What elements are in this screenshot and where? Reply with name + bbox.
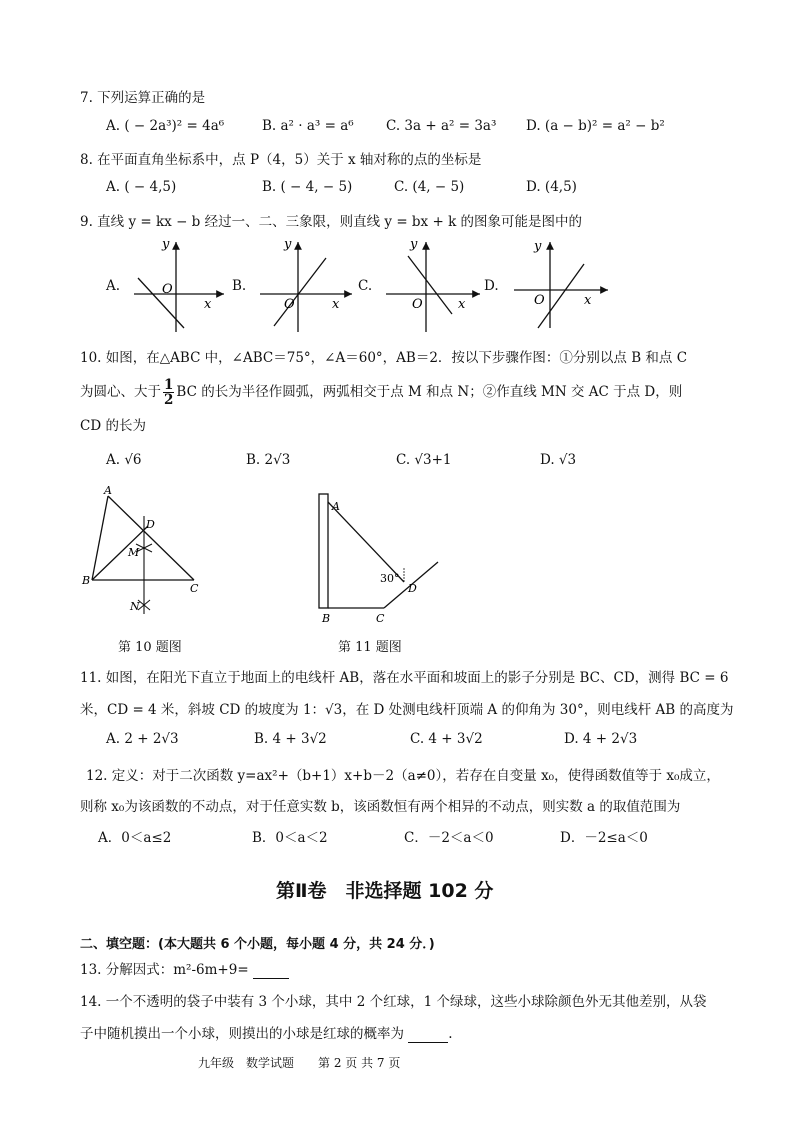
q7-option-d: D. (a − b)² = a² − b²: [526, 118, 665, 134]
q12-option-a: A．0＜a≤2: [98, 830, 172, 846]
q10-label-a: A: [104, 484, 112, 497]
section2-title: 第Ⅱ卷 非选择题 102 分: [276, 880, 494, 902]
q9-graph-a: [124, 236, 234, 334]
q11-line2: 米，CD = 4 米，斜坡 CD 的坡度为 1：√3，在 D 处测电线杆顶端 A 的仰角为 30°，则电线杆 AB 的高度为: [80, 702, 734, 718]
q14-end: .: [448, 1026, 453, 1042]
q9d-x-label: x: [584, 293, 592, 308]
q9-option-c: C.: [358, 278, 373, 294]
q11-label-d: D: [408, 582, 417, 595]
q12-line1: 12. 定义：对于二次函数 y=ax²+（b+1）x+b－2（a≠0），若存在自变量 x₀，使得函数值等于 x₀成立，: [86, 768, 720, 784]
q10-option-c: C. √3+1: [396, 452, 452, 468]
q10-line2: [80, 378, 682, 407]
q13-answer-blank[interactable]: [253, 962, 289, 979]
q10-label-n: N: [130, 600, 140, 613]
q10-option-a: A. √6: [106, 452, 142, 468]
q9-stem: 9. 直线 y = kx − b 经过一、二、三象限，则直线 y = bx + k 的图象可能是图中的: [80, 214, 583, 230]
q11-figure: [308, 488, 448, 628]
q10-label-b: B: [82, 574, 91, 587]
q11-label-c: C: [376, 612, 385, 625]
q10-option-b: B. 2√3: [246, 452, 291, 468]
q9-graph-c: [380, 236, 490, 334]
q9d-y-label: y: [534, 239, 542, 254]
q11-option-a: A. 2 + 2√3: [106, 731, 179, 747]
q10-label-m: M: [128, 546, 140, 559]
q14-line2: [80, 1022, 453, 1043]
q11-label-a: A: [332, 500, 340, 513]
q10-line2-post: BC 的长为半径作圆弧，两弧相交于点 M 和点 N；②作直线 MN 交 AC 于点 D，则: [176, 384, 683, 400]
q9b-y-label: y: [284, 237, 292, 252]
q12-option-c: C．－2＜a＜0: [404, 830, 494, 846]
q10-fraction-denominator: 2: [164, 392, 174, 408]
q10-option-d: D. √3: [540, 452, 577, 468]
q13: [80, 958, 289, 979]
q11-option-d: D. 4 + 2√3: [564, 731, 638, 747]
q11-line1: 11. 如图，在阳光下直立于地面上的电线杆 AB，落在水平面和坡面上的影子分别是 BC、CD，测得 BC = 6: [80, 670, 729, 686]
q9d-origin: O: [534, 293, 545, 308]
q7-option-c: C. 3a + a² = 3a³: [386, 118, 497, 134]
q9c-y-label: y: [410, 237, 418, 252]
q10-label-d: D: [146, 518, 155, 531]
q9-option-a: A.: [106, 278, 121, 294]
q9c-origin: O: [412, 297, 423, 312]
q12-line2: 则称 x₀为该函数的不动点，对于任意实数 b，该函数恒有两个相异的不动点，则实数 a 的取值范围为: [80, 799, 681, 815]
q9-graph-b: [252, 236, 362, 334]
q11-option-c: C. 4 + 3√2: [410, 731, 483, 747]
q14-line2-text: 子中随机摸出一个小球，则摸出的小球是红球的概率为: [80, 1026, 404, 1042]
q10-line1: 10. 如图，在△ABC 中，∠ABC＝75°，∠A＝60°，AB＝2．按以下步骤作图：①分别以点 B 和点 C: [80, 350, 688, 366]
q7-option-b: B. a² · a³ = a⁶: [262, 118, 354, 134]
section2-heading: 二、填空题：(本大题共 6 个小题，每小题 4 分，共 24 分．): [80, 937, 435, 952]
q12-option-b: B．0＜a＜2: [252, 830, 328, 846]
q10-figure: [80, 484, 210, 624]
q10-fraction: [163, 378, 174, 407]
q10-label-c: C: [190, 582, 199, 595]
q8-option-a: A. ( − 4,5): [106, 179, 177, 195]
q12-option-d: D．－2≤a＜0: [560, 830, 648, 846]
q9a-x-label: x: [204, 297, 212, 312]
q9a-origin: O: [162, 282, 173, 297]
q11-label-angle: 30°: [380, 572, 400, 585]
q11-caption: 第 11 题图: [338, 640, 402, 655]
q11-label-b: B: [322, 612, 331, 625]
q10-fraction-numerator: 1: [164, 377, 174, 393]
q10-line3: CD 的长为: [80, 418, 146, 434]
q8-stem: 8. 在平面直角坐标系中，点 P（4，5）关于 x 轴对称的点的坐标是: [80, 152, 482, 168]
q11-option-b: B. 4 + 3√2: [254, 731, 327, 747]
q9-option-d: D.: [484, 278, 499, 294]
q8-option-b: B. ( − 4, − 5): [262, 179, 353, 195]
q9-graph-d: [508, 236, 618, 334]
q9b-origin: O: [284, 297, 295, 312]
q9a-y-label: y: [162, 237, 170, 252]
q8-option-c: C. (4, − 5): [394, 179, 465, 195]
q7-option-a: A. ( − 2a³)² = 4a⁶: [106, 118, 225, 134]
q8-option-d: D. (4,5): [526, 179, 577, 195]
q9-option-b: B.: [232, 278, 247, 294]
q9c-x-label: x: [458, 297, 466, 312]
q14-line1: 14. 一个不透明的袋子中装有 3 个小球，其中 2 个红球，1 个绿球，这些小球除颜色外无其他差别，从袋: [80, 994, 707, 1010]
q14-answer-blank[interactable]: [408, 1026, 448, 1043]
q10-line2-pre: 为圆心、大于: [80, 384, 161, 400]
page-footer: 九年级 数学试题 第 2 页 共 7 页: [198, 1056, 401, 1070]
q9b-x-label: x: [332, 297, 340, 312]
q10-caption: 第 10 题图: [118, 640, 182, 655]
q7-stem: 7. 下列运算正确的是: [80, 90, 206, 106]
q13-text: 13. 分解因式：m²-6m+9=: [80, 962, 249, 978]
